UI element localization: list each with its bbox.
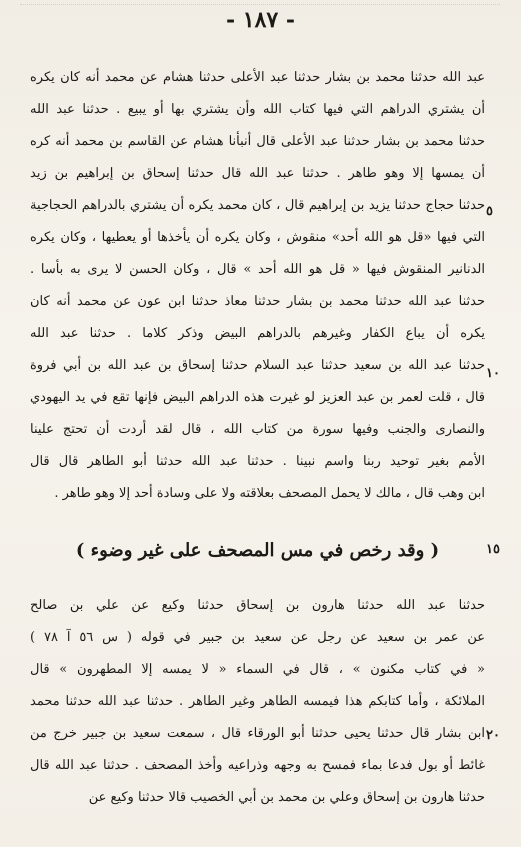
- text-line: غائط أو بول فدعا بماء فمسح به وجهه وذراعيه وأخذ المصحف . حدثنا عبد الله قال: [30, 758, 485, 773]
- text-line: أن يمسها إلا وهو طاهر . حدثنا عبد الله قال حدثنا إسحاق بن إبراهيم بن زيد: [30, 166, 485, 181]
- text-line: ابن وهب قال ، مالك لا يحمل المصحف بعلاقته ولا على وسادة أحد إلا وهو طاهر .: [54, 486, 485, 501]
- line-number-15: ١٥: [486, 542, 500, 557]
- text-line: قال ، قلت لعمر بن عبد العزيز لو غيرت هذه الدراهم البيض فإنها تقع في يد اليهودي: [30, 390, 485, 405]
- text-line: يكره أن يباع الكفار وغيرهم بالدراهم البيض وذكر كلاما . حدثنا عبد الله: [30, 326, 485, 341]
- section-title: ( وقد رخص في مس المصحف على غير وضوء ): [75, 540, 440, 561]
- text-line: حدثنا هارون بن إسحاق وعلي بن محمد بن أبي الخصيب قالا حدثنا وكيع عن: [88, 790, 485, 805]
- text-line: حدثنا محمد بن بشار حدثنا عبد الأعلى قال أنبأنا هشام عن القاسم بن محمد أنه كره: [30, 134, 485, 149]
- text-line: الملائكة ، وأما كتابكم هذا فيمسه الطاهر وغير الطاهر . حدثنا عبد الله حدثنا محمد: [30, 694, 485, 709]
- text-line: حدثنا عبد الله حدثنا هارون بن إسحاق حدثنا وكيع عن علي بن صالح: [30, 598, 485, 613]
- line-number-5: ٥: [486, 204, 493, 219]
- text-line: حدثنا عبد الله بن سعيد حدثنا عبد السلام حدثنا إسحاق بن عبد الله بن أبي فروة: [30, 358, 485, 373]
- text-line: الأمم بغير توحيد ربنا واسم نبينا . حدثنا عبد الله حدثنا أبو الطاهر قال قال: [30, 454, 485, 469]
- text-line: الدنانير المنقوش فيها « قل هو الله أحد » قال ، وكان الحسن لا يرى به بأسا .: [30, 262, 485, 277]
- text-line: أن يشتري الدراهم التي فيها كتاب الله وأن يشتري بها أو يبيع . حدثنا عبد الله: [30, 102, 485, 117]
- text-line: ابن بشار قال حدثنا يحيى حدثنا أبو الورقاء قال ، سمعت سعيد بن جبير خرج من: [30, 726, 485, 741]
- text-line: والنصارى والجنب وفيها سورة من كتاب الله ، قال لقد أردت أن تحتج علينا: [30, 422, 485, 437]
- line-number-10: ١٠: [486, 366, 500, 381]
- paragraph-1: [30, 62, 485, 510]
- text-line: « في كتاب مكنون » ، قال في السماء « لا يمسه إلا المطهرون » قال: [30, 662, 485, 677]
- text-line: حدثنا عبد الله حدثنا محمد بن بشار حدثنا معاذ حدثنا ابن عون عن محمد أنه كان: [30, 294, 485, 309]
- paragraph-2: [30, 590, 485, 814]
- text-line: التي فيها «قل هو الله أحد» منقوش ، وكان يكره أن يأخذها أو يعطيها ، وكان يكره: [30, 230, 485, 245]
- page-number: - ١٨٧ -: [225, 7, 296, 33]
- text-line: عن عمر بن سعيد عن رجل عن سعيد بن جبير في قوله ( س ٥٦ آ ٧٨ ): [30, 630, 485, 645]
- line-number-20: ٢٠: [486, 728, 500, 743]
- text-line: حدثنا حجاج حدثنا يزيد بن إبراهيم قال ، كان محمد يكره أن يشتري بالدراهم الحجاجية: [30, 198, 485, 213]
- text-line: عبد الله حدثنا محمد بن بشار حدثنا عبد الأعلى حدثنا هشام عن محمد أنه كان يكره: [30, 70, 485, 85]
